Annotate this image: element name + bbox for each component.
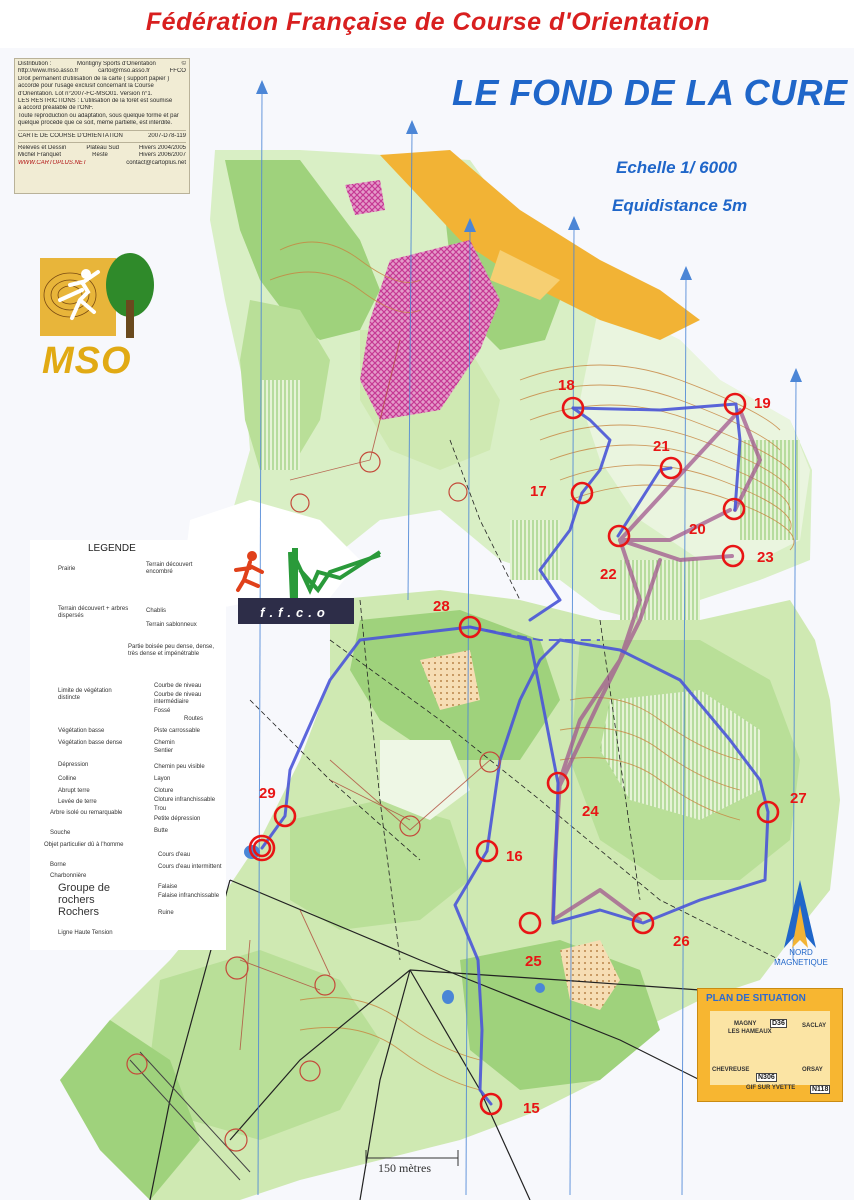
legend-label: Terrain découvert encombré bbox=[146, 562, 193, 575]
legend-label: Terrain sablonneux bbox=[146, 622, 197, 628]
copyright-info-box bbox=[14, 58, 190, 194]
map-scale: Echelle 1/ 6000 bbox=[616, 158, 737, 177]
control-26-label: 26 bbox=[673, 933, 690, 950]
legend-label: Piste carrossable bbox=[154, 728, 201, 734]
info-text: Reste bbox=[92, 152, 108, 159]
info-text: accordé pour l'usage exclusif concernant la Course bbox=[18, 83, 154, 90]
info-text: Hivers 2004/2005 bbox=[138, 145, 186, 152]
legend-label: Ligne Haute Tension bbox=[58, 930, 113, 936]
info-text: LES RESTRICTIONS : L'utilisation de la forêt est soumise bbox=[18, 98, 173, 105]
info-text: FFCO bbox=[169, 68, 186, 75]
plan-town: CHEVREUSE bbox=[712, 1067, 750, 1073]
legend-label: Routes bbox=[184, 716, 204, 722]
legend-label: Charbonnière bbox=[50, 873, 87, 879]
map-equidistance: Equidistance 5m bbox=[612, 196, 748, 215]
info-text: Michel Franquet bbox=[18, 152, 62, 159]
legend-label: Limite de végétation distincte bbox=[58, 688, 112, 701]
ffco-logo-text: f.f.c.o bbox=[260, 605, 330, 620]
legend-label: Trou bbox=[154, 806, 167, 812]
legend-label: Souche bbox=[50, 830, 71, 836]
control-23-label: 23 bbox=[757, 549, 774, 566]
legend-label: Cloture bbox=[154, 788, 174, 794]
control-15-label: 15 bbox=[523, 1100, 540, 1117]
plan-town: MAGNY bbox=[734, 1021, 757, 1027]
control-17-label: 17 bbox=[530, 483, 547, 500]
info-text: Distribution : bbox=[18, 61, 52, 67]
legend-panel bbox=[30, 540, 226, 950]
info-link[interactable]: http://www.mso.asso.fr bbox=[18, 68, 79, 75]
legend-label: Chemin peu visible bbox=[154, 764, 205, 770]
federation-title: Fédération Française de Course d'Orientation bbox=[145, 8, 711, 36]
legend-title: LEGENDE bbox=[88, 543, 136, 554]
control-27-label: 27 bbox=[790, 790, 807, 807]
info-text: à accord préalable de l'ONF. bbox=[18, 105, 94, 112]
legend-label: Objet particulier dû à l'homme bbox=[44, 842, 124, 848]
control-16-label: 16 bbox=[506, 848, 523, 865]
legend-label: Chemin bbox=[154, 740, 175, 746]
legend-label: Fossé bbox=[154, 708, 171, 714]
legend-label: Partie boisée peu dense, dense, très dense et impénétrable bbox=[128, 644, 215, 657]
control-29-label: 29 bbox=[259, 785, 276, 802]
legend-label: Courbe de niveau intermédiaire bbox=[154, 692, 202, 705]
legend-label: Rochers bbox=[58, 906, 99, 918]
plan-town: SACLAY bbox=[802, 1023, 827, 1029]
info-text: d'Orientation. Lot n°2007-FC-MSO01. Version n°1. bbox=[18, 90, 153, 97]
legend-label: Prairie bbox=[58, 566, 76, 572]
legend-label: Abrupt terre bbox=[58, 788, 90, 794]
mso-logo-text: MSO bbox=[42, 340, 132, 382]
info-text: 2007-D78-119 bbox=[148, 132, 186, 139]
plan-road-label: D36 bbox=[772, 1020, 785, 1027]
legend-label: Ruine bbox=[158, 910, 174, 916]
legend-label: Cloture infranchissable bbox=[154, 797, 216, 803]
info-text: Droit permanent d'utilisation de la carte ( support papier ) bbox=[18, 75, 170, 82]
control-24-label: 24 bbox=[582, 803, 599, 820]
copyright-symbol: © bbox=[181, 61, 186, 67]
info-text: Toute reproduction ou adaptation, sous quelque forme et par bbox=[18, 112, 179, 119]
control-18-label: 18 bbox=[558, 377, 575, 394]
legend-label: Dépression bbox=[58, 762, 89, 768]
legend-label: Végétation basse dense bbox=[58, 740, 123, 746]
info-text: Plateau Sud bbox=[86, 145, 120, 152]
control-19-label: 19 bbox=[754, 395, 771, 412]
legend-label: Cours d'eau intermittent bbox=[158, 864, 222, 870]
legend-label: Petite dépression bbox=[154, 816, 201, 822]
control-28-label: 28 bbox=[433, 598, 450, 615]
control-25-label: 25 bbox=[525, 953, 542, 970]
info-text: quelque procédé que ce soit, même partielle, est interdite. bbox=[18, 120, 173, 127]
legend-label: Arbre isolé ou remarquable bbox=[50, 810, 123, 816]
plan-town: ORSAY bbox=[802, 1067, 823, 1073]
control-20-label: 20 bbox=[689, 521, 706, 538]
legend-label: Butte bbox=[154, 828, 169, 834]
legend-label: Falaise infranchissable bbox=[158, 893, 220, 899]
legend-label: Sentier bbox=[154, 748, 174, 754]
control-21-label: 21 bbox=[653, 438, 670, 455]
legend-label: Levée de terre bbox=[58, 799, 97, 805]
legend-label: Terrain découvert + arbres dispersés bbox=[58, 606, 129, 619]
plan-road-label: N118 bbox=[812, 1086, 829, 1093]
divider bbox=[18, 130, 186, 131]
info-text: Montigny Sports d'Orientation bbox=[77, 61, 156, 67]
legend-label: Cours d'eau bbox=[158, 852, 191, 858]
scale-bar-label: 150 mètres bbox=[378, 1161, 431, 1175]
north-label bbox=[766, 948, 836, 968]
info-text: CARTE DE COURSE D'ORIENTATION bbox=[18, 132, 123, 139]
legend-label: Colline bbox=[58, 776, 77, 782]
info-text: Relevés et Dessin bbox=[18, 145, 67, 152]
legend-label: Groupe de rochers bbox=[58, 882, 110, 906]
plan-title: PLAN DE SITUATION bbox=[706, 993, 806, 1004]
info-link[interactable]: WWW.CARTOPLUS.NET bbox=[18, 159, 87, 166]
north-label-line: MAGNETIQUE bbox=[774, 958, 828, 967]
info-email[interactable]: contact@cartoplus.net bbox=[126, 159, 186, 166]
legend-label: Falaise bbox=[158, 884, 178, 890]
legend-label: Layon bbox=[154, 776, 171, 782]
plan-de-situation bbox=[697, 988, 843, 1102]
legend-label: Courbe de niveau bbox=[154, 683, 202, 689]
info-text: Hivers 2006/2007 bbox=[138, 152, 186, 159]
control-22-label: 22 bbox=[600, 566, 617, 583]
legend-label: Chablis bbox=[146, 608, 167, 614]
divider bbox=[18, 142, 186, 143]
legend-label: Borne bbox=[50, 862, 67, 868]
plan-road-label: N306 bbox=[758, 1074, 775, 1081]
map-title: LE FOND DE LA CURE bbox=[452, 72, 848, 113]
plan-town: GIF SUR YVETTE bbox=[746, 1085, 796, 1091]
info-email[interactable]: cartoi@mso.asso.fr bbox=[98, 68, 150, 75]
north-label-line: NORD bbox=[789, 948, 813, 957]
legend-label: Végétation basse bbox=[58, 728, 105, 734]
plan-town: LES HAMEAUX bbox=[728, 1029, 772, 1035]
